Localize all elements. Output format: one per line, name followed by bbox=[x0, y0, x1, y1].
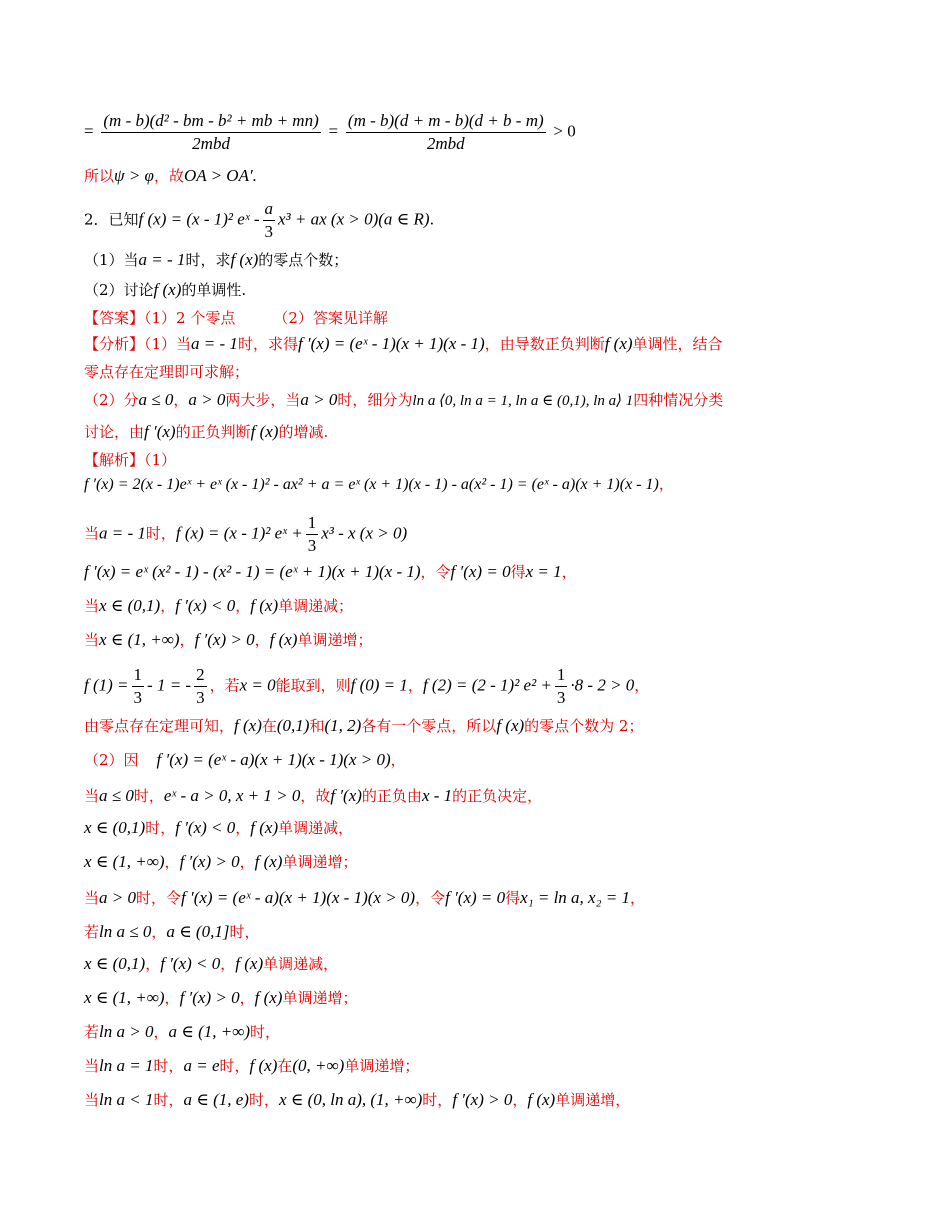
text: （1）当 bbox=[84, 251, 139, 269]
text: 能取到，则 bbox=[275, 676, 351, 695]
text: ， bbox=[160, 597, 176, 615]
text: ， bbox=[145, 955, 161, 973]
text: （2）因 bbox=[84, 751, 139, 769]
part-2-derivative bbox=[84, 748, 406, 772]
math: f (x) bbox=[604, 334, 633, 353]
text: 时， bbox=[422, 1091, 453, 1109]
math: f ′(x) > 0 bbox=[179, 988, 240, 1007]
math: f ′(x) < 0 bbox=[175, 818, 236, 837]
text: ，令 bbox=[415, 889, 446, 907]
math: f (x) bbox=[269, 630, 298, 649]
math: f ′(x) > 0 bbox=[194, 630, 255, 649]
text: ， bbox=[151, 923, 167, 941]
text: ， bbox=[407, 676, 423, 695]
math: f (x) bbox=[250, 422, 279, 441]
text: ，故 bbox=[300, 787, 331, 805]
text: 时，令 bbox=[136, 889, 182, 907]
math: f ′(x) = (eˣ - 1)(x + 1)(x - 1) bbox=[297, 334, 485, 353]
math: f ′(x) = 2(x - 1)eˣ + eˣ (x - 1)² - ax² + a = eˣ (x + 1)(x - 1) - a(x² - 1) = (eˣ - a)(x + 1)(x - 1) bbox=[84, 476, 659, 493]
math: f (x) bbox=[496, 716, 525, 735]
math: a = - 1 bbox=[99, 523, 146, 543]
fraction bbox=[306, 512, 319, 557]
math: x ∈ (1, +∞) bbox=[84, 988, 165, 1007]
equals-sign: = bbox=[328, 121, 339, 141]
math: x ∈ (1, +∞) bbox=[99, 630, 180, 649]
subcase-ln-a-positive bbox=[84, 1020, 280, 1044]
fraction bbox=[132, 664, 145, 709]
text: ， bbox=[235, 597, 251, 615]
text: ， bbox=[164, 989, 180, 1007]
text: 时， bbox=[145, 819, 176, 837]
text: 2．已知 bbox=[84, 210, 139, 229]
math: x³ - x (x > 0) bbox=[321, 523, 408, 543]
math: f ′(x) = (eˣ - a)(x + 1)(x - 1)(x > 0) bbox=[156, 750, 391, 769]
math: ln a > 0 bbox=[99, 1022, 154, 1041]
fraction-denominator: 3 bbox=[556, 688, 566, 707]
math: ln a = 1 bbox=[99, 1056, 154, 1075]
text: ， bbox=[561, 563, 577, 581]
math: (0, +∞) bbox=[292, 1056, 345, 1075]
text: 时， bbox=[133, 787, 164, 805]
math: a > 0 bbox=[99, 888, 136, 907]
math: f (x) = (x - 1)² eˣ - bbox=[138, 209, 260, 229]
fraction bbox=[194, 664, 207, 709]
text: . bbox=[429, 210, 435, 229]
interval-increasing bbox=[84, 628, 372, 652]
subcase-ln-a-less-1 bbox=[84, 1088, 630, 1112]
text: 当 bbox=[84, 524, 100, 543]
math: f (x) bbox=[250, 818, 279, 837]
answer-line bbox=[84, 306, 388, 330]
text: ， bbox=[153, 1023, 169, 1041]
derivative-line bbox=[84, 472, 674, 497]
text: 单调性，结合 bbox=[632, 335, 723, 353]
text: 时， bbox=[153, 1057, 184, 1075]
text: 的单调性. bbox=[181, 281, 247, 299]
text: 当 bbox=[84, 889, 100, 907]
math: f ′(x) = 0 bbox=[450, 562, 511, 581]
analysis-line-2 bbox=[84, 360, 249, 384]
math: a = - 1 bbox=[138, 250, 186, 269]
text: 时，求得 bbox=[237, 335, 298, 353]
math: ψ > φ bbox=[114, 166, 154, 185]
text: 讨论，由 bbox=[84, 423, 145, 441]
text: 时， bbox=[145, 524, 176, 543]
text: 得 bbox=[510, 563, 526, 581]
text: 时， bbox=[153, 1091, 184, 1109]
text: 当 bbox=[84, 597, 100, 615]
text: 单调递增； bbox=[282, 989, 358, 1007]
fraction bbox=[101, 110, 320, 155]
text: 各有一个零点，所以 bbox=[361, 717, 497, 735]
subcase-ln-a-nonpositive bbox=[84, 920, 259, 944]
case-a-minus-1 bbox=[84, 512, 407, 557]
text: ， bbox=[220, 955, 236, 973]
text: 零点存在定理即可求解； bbox=[84, 363, 250, 381]
text: 的零点个数； bbox=[258, 251, 349, 269]
math: x ∈ (1, +∞) bbox=[84, 852, 165, 871]
text: 所以 bbox=[84, 167, 115, 185]
math: f ′(x) bbox=[330, 786, 362, 805]
math: f ′(x) bbox=[144, 422, 176, 441]
text: ， bbox=[235, 819, 251, 837]
math: x - 1 bbox=[421, 786, 453, 805]
text: 两大步，当 bbox=[225, 391, 301, 409]
fraction-denominator: 3 bbox=[196, 688, 205, 707]
text: 的正负判断 bbox=[175, 423, 251, 441]
math: f (x) bbox=[249, 1056, 278, 1075]
text: 【解析】（1） bbox=[84, 451, 177, 469]
math: (0,1) bbox=[276, 716, 310, 735]
math: f (x) = (x - 1)² eˣ + bbox=[175, 523, 303, 543]
solution-heading bbox=[84, 448, 176, 472]
text: 单调递增； bbox=[297, 631, 373, 649]
text: （2）讨论 bbox=[84, 281, 154, 299]
math: f (1) = bbox=[84, 675, 129, 695]
question-2 bbox=[84, 278, 246, 302]
fraction-numerator: 1 bbox=[132, 664, 145, 687]
text: 时，细分为 bbox=[337, 391, 413, 409]
math: f (2) = (2 - 1)² e² + bbox=[422, 675, 552, 695]
math: a = - 1 bbox=[191, 334, 238, 353]
fraction-denominator: 3 bbox=[264, 222, 273, 241]
derivative-a-minus-1 bbox=[84, 560, 577, 584]
text: 若 bbox=[84, 1023, 100, 1041]
analysis-line-4 bbox=[84, 420, 328, 444]
fraction-numerator: 1 bbox=[306, 512, 319, 535]
text: 【分析】（1）当 bbox=[84, 335, 192, 353]
math: f (x) bbox=[234, 716, 262, 735]
text: 时， bbox=[248, 1091, 279, 1109]
math: - 1 = - bbox=[147, 675, 192, 695]
fraction-numerator: a bbox=[263, 198, 276, 221]
text: 在 bbox=[261, 717, 277, 735]
answer-text: 【答案】（1）2 个零点 bbox=[84, 309, 236, 327]
math: f (x) bbox=[250, 596, 279, 615]
math: f (x) bbox=[230, 250, 259, 269]
text: ， bbox=[634, 676, 650, 695]
text: ， bbox=[512, 1091, 528, 1109]
math: x ∈ (0,1) bbox=[84, 954, 146, 973]
text: ， bbox=[173, 391, 189, 409]
text: ， bbox=[390, 751, 406, 769]
fraction bbox=[346, 110, 546, 155]
inequality: > 0 bbox=[553, 121, 576, 141]
math: f ′(x) = (eˣ - a)(x + 1)(x - 1)(x > 0) bbox=[181, 888, 416, 907]
math: a ≤ 0 bbox=[99, 786, 134, 805]
text: 得 bbox=[505, 889, 521, 907]
text: 时， bbox=[249, 1023, 280, 1041]
text: ， bbox=[629, 889, 645, 907]
case-a-nonpositive-decreasing bbox=[84, 816, 353, 840]
fraction-numerator: (m - b)(d + m - b)(d + b - m) bbox=[346, 110, 546, 133]
case-a-positive bbox=[84, 886, 645, 910]
math: x = 1 bbox=[525, 562, 562, 581]
problem-2-statement bbox=[84, 198, 434, 243]
text: 的零点个数为 2； bbox=[524, 717, 644, 735]
text: ， bbox=[239, 989, 255, 1007]
fraction-numerator: 2 bbox=[194, 664, 207, 687]
zero-count-conclusion bbox=[84, 714, 643, 738]
math: f (x) bbox=[527, 1090, 556, 1109]
subcase-decreasing bbox=[84, 952, 338, 976]
math: f ′(x) = eˣ (x² - 1) - (x² - 1) = (eˣ + 1)(x + 1)(x - 1) bbox=[84, 562, 421, 581]
text: 当 bbox=[84, 631, 100, 649]
text: 单调递增， bbox=[555, 1091, 631, 1109]
math: ln a ⟨0, ln a = 1, ln a ∈ (0,1), ln a⟩ 1 bbox=[412, 393, 634, 409]
math: a ∈ (0,1] bbox=[166, 922, 230, 941]
math: a > 0 bbox=[300, 390, 338, 409]
text: 和 bbox=[309, 717, 325, 735]
math: a ≤ 0 bbox=[138, 390, 174, 409]
text: 的增减. bbox=[278, 423, 329, 441]
text: . bbox=[252, 166, 257, 185]
text: ， bbox=[164, 853, 180, 871]
text: 时， bbox=[229, 923, 260, 941]
answer-text: （2）答案见详解 bbox=[273, 309, 388, 327]
math: ln a ≤ 0 bbox=[99, 922, 152, 941]
math: eˣ - a > 0, x + 1 > 0 bbox=[163, 786, 301, 805]
subcase-increasing bbox=[84, 986, 357, 1010]
math: ·8 - 2 > 0 bbox=[570, 675, 635, 695]
text: 在 bbox=[277, 1057, 293, 1075]
text: 当 bbox=[84, 1091, 100, 1109]
text-line-2 bbox=[84, 164, 257, 188]
math: x ∈ (0,1) bbox=[84, 818, 146, 837]
math: f ′(x) > 0 bbox=[179, 852, 240, 871]
text: ， bbox=[179, 631, 195, 649]
fraction-denominator: 2mbd bbox=[426, 134, 465, 153]
math: (1, 2) bbox=[324, 716, 362, 735]
math: f (x) bbox=[254, 988, 283, 1007]
equals-sign: = bbox=[84, 121, 94, 141]
fraction bbox=[555, 664, 568, 709]
text: （2）分 bbox=[84, 391, 139, 409]
text: 由零点存在定理可知， bbox=[84, 717, 235, 735]
question-1 bbox=[84, 248, 348, 272]
math: a ∈ (1, e) bbox=[183, 1090, 249, 1109]
equation-line-1 bbox=[84, 110, 576, 155]
math: a ∈ (1, +∞) bbox=[168, 1022, 250, 1041]
fraction-numerator: 1 bbox=[555, 664, 568, 687]
text: 单调递减； bbox=[278, 597, 354, 615]
text: ，故 bbox=[153, 167, 184, 185]
math: x³ + ax (x > 0)(a ∈ R) bbox=[278, 209, 430, 229]
math: f (x) bbox=[235, 954, 264, 973]
math: x₁ = ln a, x₂ = 1 bbox=[520, 888, 630, 907]
fraction-denominator: 3 bbox=[307, 536, 317, 555]
math: f ′(x) = 0 bbox=[445, 888, 506, 907]
text: 时，求 bbox=[185, 251, 231, 269]
text: 单调递减， bbox=[263, 955, 339, 973]
text: 四种情况分类 bbox=[633, 391, 724, 409]
text: ， bbox=[254, 631, 270, 649]
math: ln a < 1 bbox=[99, 1090, 154, 1109]
math: x = 0 bbox=[239, 675, 276, 695]
text: 单调递增； bbox=[282, 853, 358, 871]
math: OA > OA′ bbox=[183, 166, 253, 185]
fraction bbox=[263, 198, 276, 243]
math: a = e bbox=[183, 1056, 220, 1075]
text: 单调递减， bbox=[278, 819, 354, 837]
fraction-denominator: 3 bbox=[133, 688, 143, 707]
text: 的正负决定， bbox=[452, 787, 543, 805]
text: ，令 bbox=[420, 563, 451, 581]
fraction-numerator: (m - b)(d² - bm - b² + mb + mn) bbox=[101, 110, 320, 133]
math: x ∈ (0, ln a), (1, +∞) bbox=[278, 1090, 423, 1109]
text: ，由导数正负判断 bbox=[484, 335, 605, 353]
math: x ∈ (0,1) bbox=[99, 596, 161, 615]
analysis-line-1 bbox=[84, 332, 723, 356]
math: a > 0 bbox=[188, 390, 226, 409]
math: f (0) = 1 bbox=[350, 675, 408, 695]
math: f (x) bbox=[153, 280, 182, 299]
fraction-denominator: 2mbd bbox=[192, 134, 230, 153]
case-a-nonpositive bbox=[84, 784, 542, 808]
text: ， bbox=[658, 475, 674, 493]
math: f (x) bbox=[254, 852, 283, 871]
text: 当 bbox=[84, 1057, 100, 1075]
text: ，若 bbox=[209, 676, 240, 695]
math: f ′(x) > 0 bbox=[452, 1090, 513, 1109]
analysis-line-3 bbox=[84, 388, 723, 413]
text: 的正负由 bbox=[361, 787, 422, 805]
case-a-nonpositive-increasing bbox=[84, 850, 357, 874]
text: 时， bbox=[219, 1057, 250, 1075]
math: f ′(x) < 0 bbox=[160, 954, 221, 973]
function-values bbox=[84, 664, 649, 709]
math: f ′(x) < 0 bbox=[175, 596, 236, 615]
text: 当 bbox=[84, 787, 100, 805]
text: ， bbox=[239, 853, 255, 871]
text: 若 bbox=[84, 923, 100, 941]
interval-decreasing bbox=[84, 594, 353, 618]
subcase-ln-a-equals-1 bbox=[84, 1054, 419, 1078]
text: 单调递增； bbox=[344, 1057, 420, 1075]
